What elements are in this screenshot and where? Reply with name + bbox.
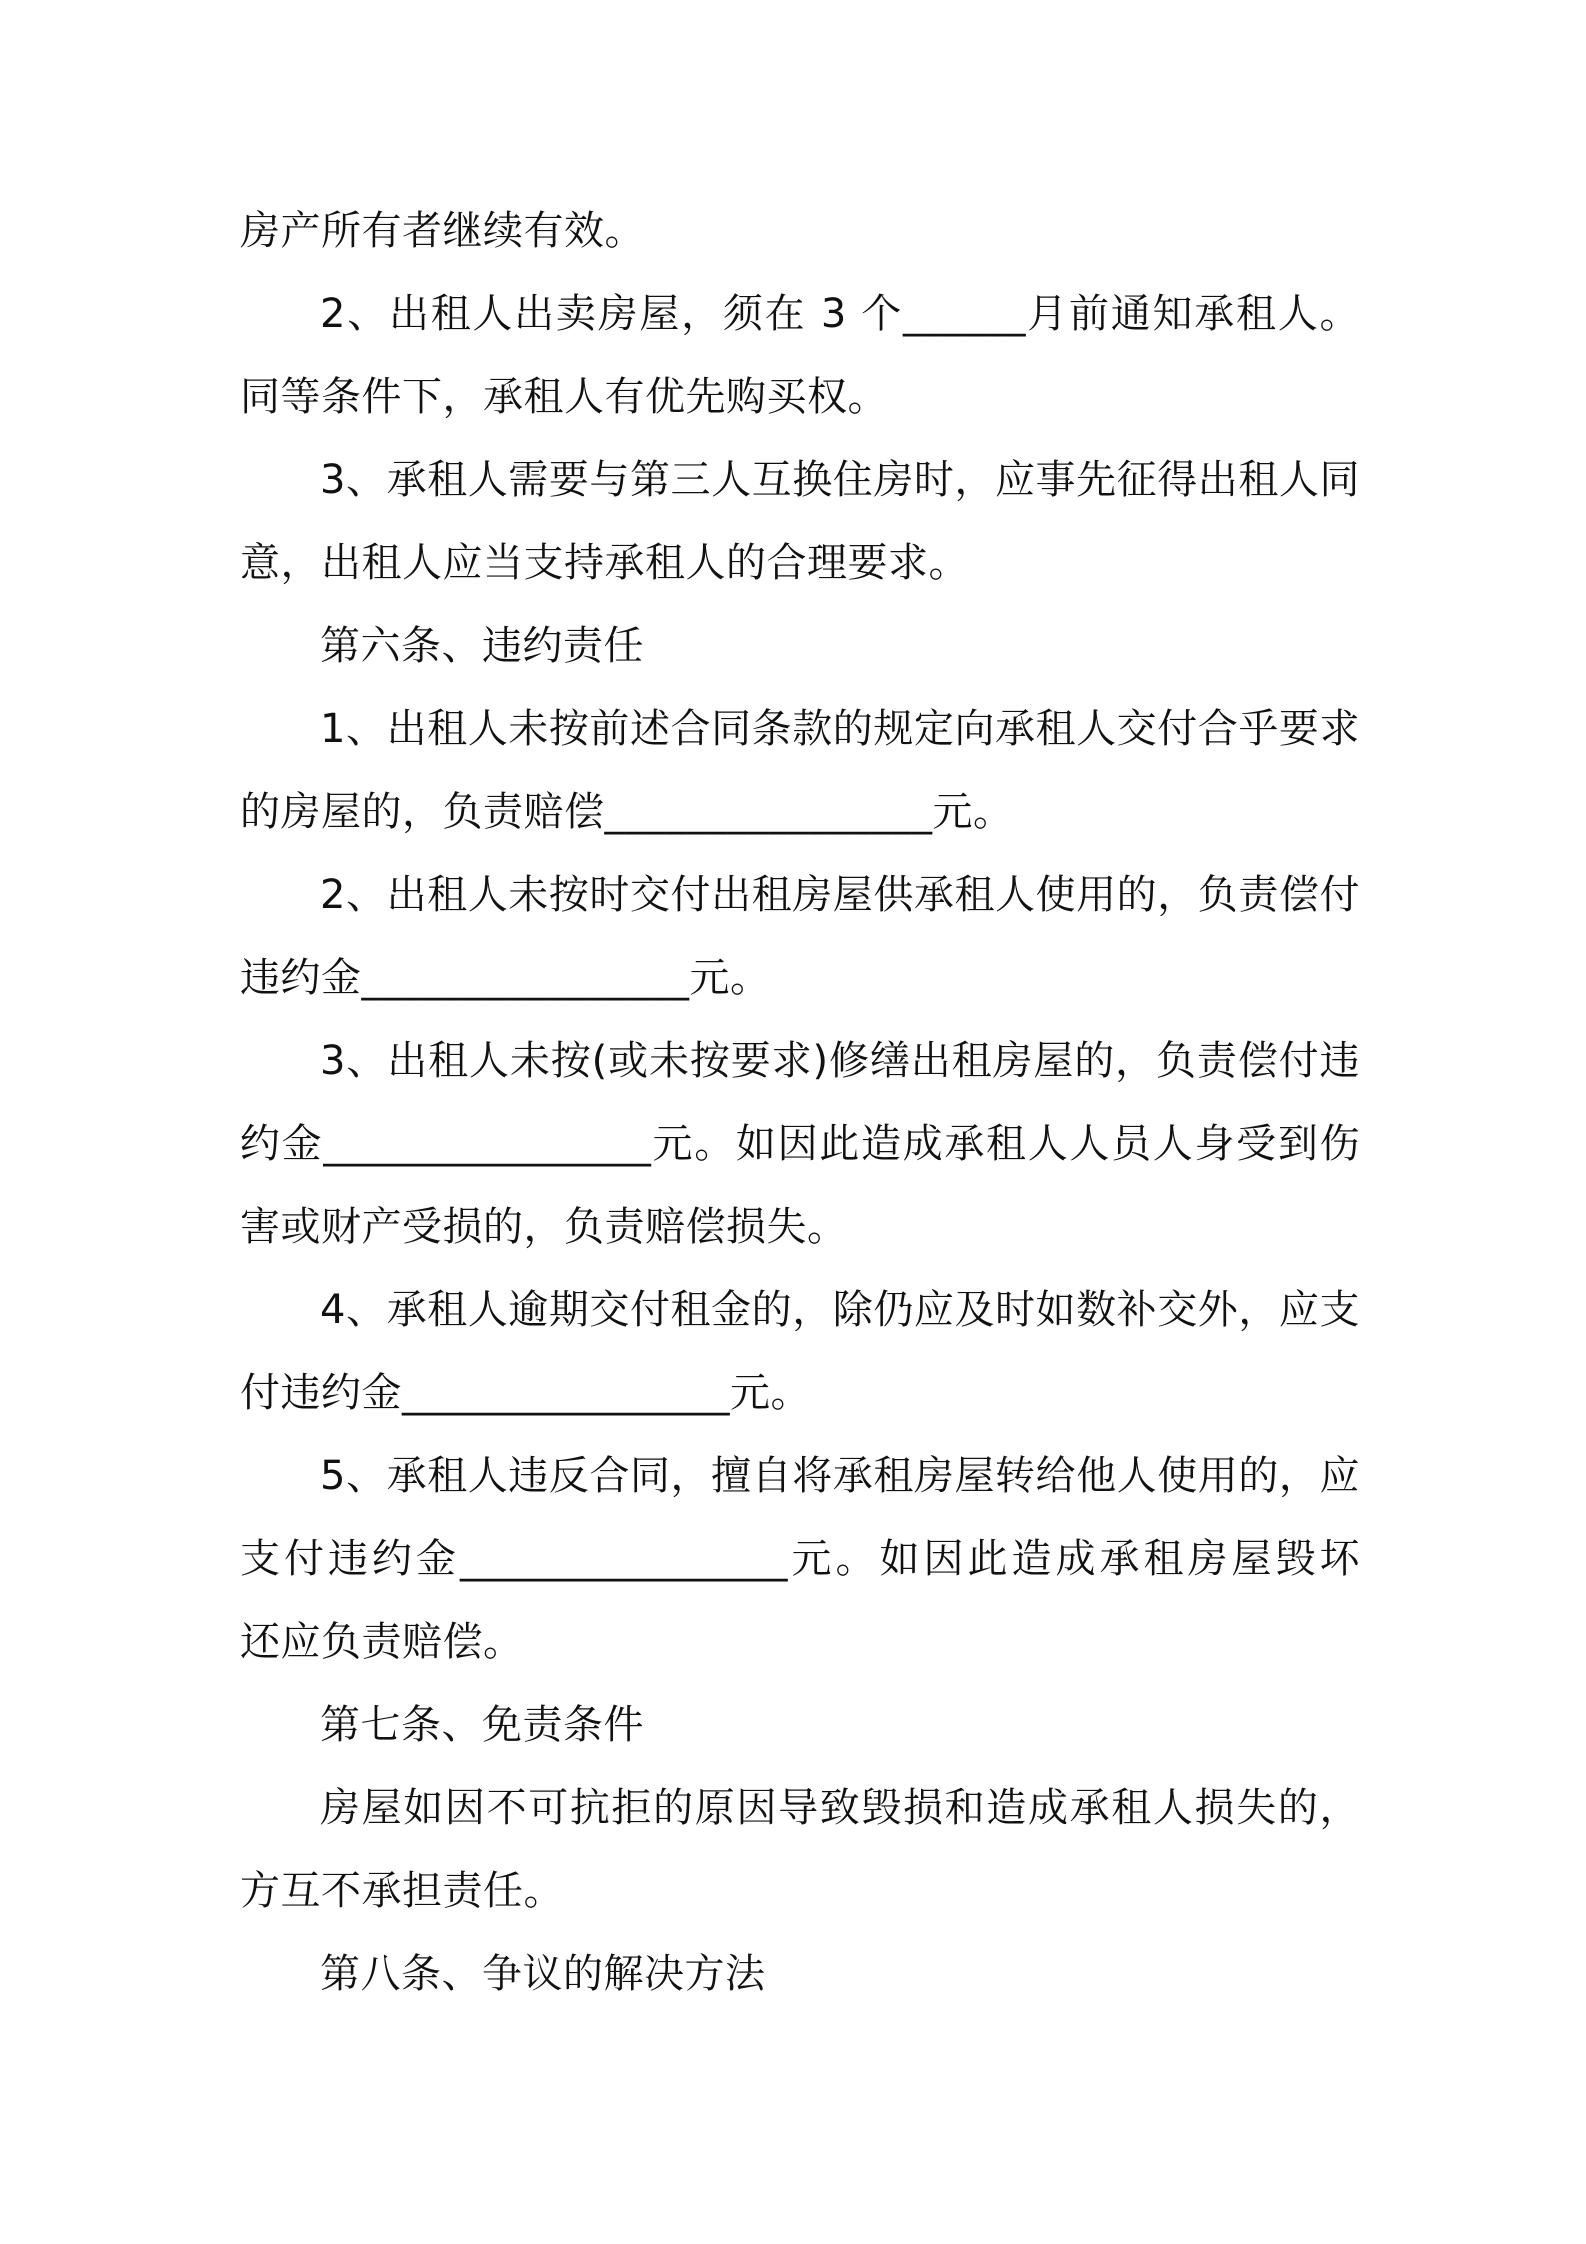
section-heading: 第七条、免责条件 bbox=[320, 1702, 644, 1748]
text-line: 约金________________元。如因此造成承租人人员人身受到伤 bbox=[240, 1121, 1360, 1167]
text-line: 付违约金________________元。 bbox=[240, 1370, 811, 1416]
text-line: 意，出租人应当支持承租人的合理要求。 bbox=[240, 540, 969, 586]
text-line: 方互不承担责任。 bbox=[240, 1868, 564, 1914]
text-line: 房屋如因不可抗拒的原因导致毁损和造成承租人损失的， bbox=[320, 1785, 1360, 1831]
text-line: 3、承租人需要与第三人互换住房时，应事先征得出租人同 bbox=[320, 457, 1360, 503]
text-line: 4、承租人逾期交付租金的，除仍应及时如数补交外，应支 bbox=[320, 1287, 1360, 1333]
section-heading: 第八条、争议的解决方法 bbox=[320, 1951, 766, 1997]
text-line: 3、出租人未按(或未按要求)修缮出租房屋的，负责偿付违 bbox=[320, 1038, 1360, 1084]
text-line: 2、出租人未按时交付出租房屋供承租人使用的，负责偿付 bbox=[320, 872, 1360, 918]
text-line: 2、出租人出卖房屋，须在 3 个______月前通知承租人。 bbox=[320, 291, 1360, 337]
section-heading: 第六条、违约责任 bbox=[320, 623, 644, 669]
text-line: 1、出租人未按前述合同条款的规定向承租人交付合乎要求 bbox=[320, 706, 1360, 752]
text-line: 还应负责赔偿。 bbox=[240, 1619, 524, 1665]
text-line: 支付违约金________________元。如因此造成承租房屋毁坏 bbox=[240, 1536, 1360, 1582]
document-body bbox=[240, 190, 1360, 2016]
text-line: 害或财产受损的，负责赔偿损失。 bbox=[240, 1204, 848, 1250]
text-line: 5、承租人违反合同，擅自将承租房屋转给他人使用的，应 bbox=[320, 1453, 1360, 1499]
text-line: 违约金________________元。 bbox=[240, 955, 771, 1001]
text-line: 房产所有者继续有效。 bbox=[240, 208, 645, 254]
text-line: 的房屋的，负责赔偿________________元。 bbox=[240, 789, 1014, 835]
text-line: 同等条件下，承租人有优先购买权。 bbox=[240, 374, 888, 420]
